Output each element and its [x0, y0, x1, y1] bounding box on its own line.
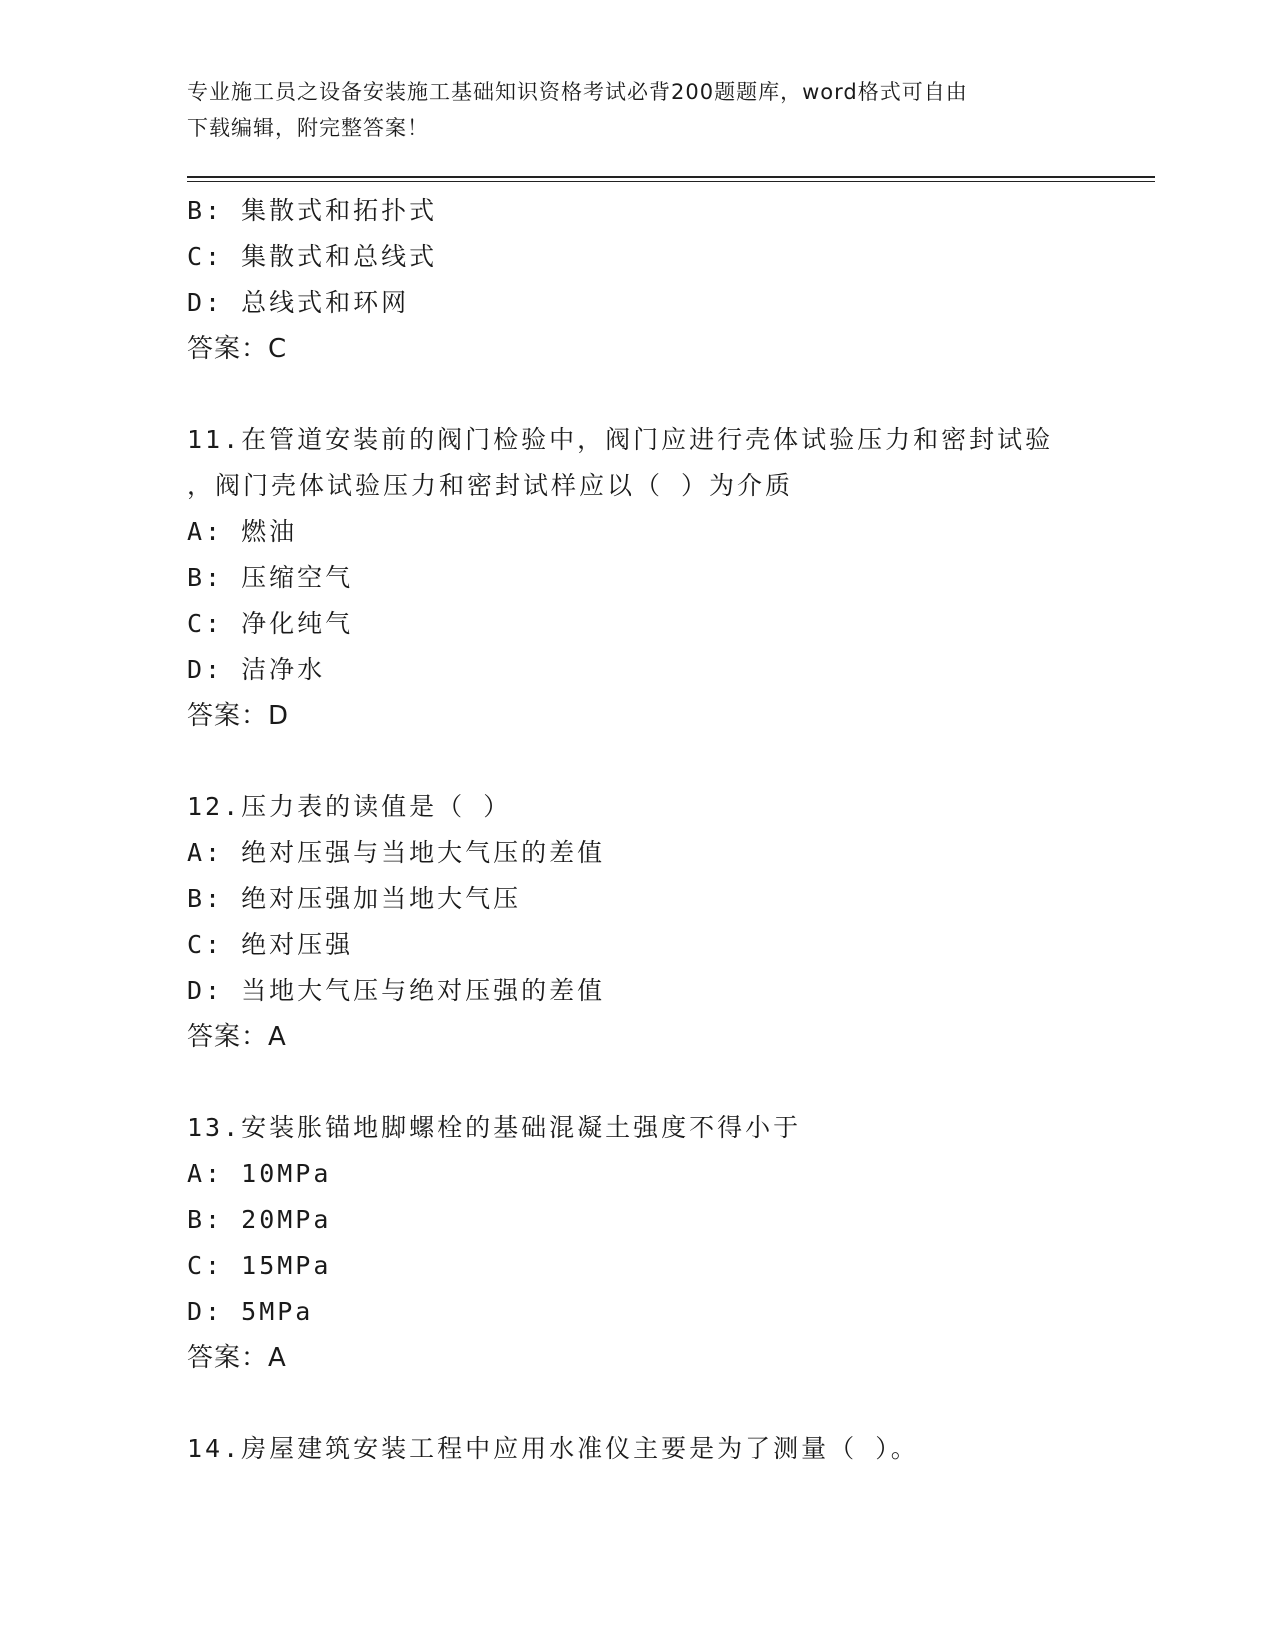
- option-d: D: 5MPa: [187, 1297, 314, 1326]
- answer: 答案：D: [187, 701, 290, 731]
- option-b: B: 压缩空气: [187, 563, 354, 592]
- option-a: A: 燃油: [187, 517, 298, 546]
- option-d: D: 总线式和环网: [187, 288, 410, 317]
- spacer: [187, 1060, 1087, 1105]
- header-divider-thin: [187, 181, 1155, 182]
- option-c: C: 绝对压强: [187, 930, 354, 959]
- question-stem: 13.安装胀锚地脚螺栓的基础混凝土强度不得小于: [187, 1113, 802, 1142]
- answer: 答案：A: [187, 1343, 287, 1373]
- question-stem: 11.在管道安装前的阀门检验中，阀门应进行壳体试验压力和密封试验: [187, 425, 1054, 454]
- header-line-2: 下载编辑，附完整答案！: [187, 116, 429, 140]
- option-a: A: 绝对压强与当地大气压的差值: [187, 838, 606, 867]
- option-d: D: 当地大气压与绝对压强的差值: [187, 976, 606, 1005]
- question-stem: 12.压力表的读值是（ ）: [187, 792, 512, 821]
- option-c: C: 15MPa: [187, 1251, 332, 1280]
- question-12: [187, 784, 1087, 1060]
- question-14: [187, 1426, 1087, 1472]
- question-13: [187, 1105, 1087, 1381]
- spacer: [187, 1381, 1087, 1426]
- spacer: [187, 372, 1087, 417]
- answer: 答案：A: [187, 1022, 287, 1052]
- question-stem-continued: ，阀门壳体试验压力和密封试样应以（ ）为介质: [187, 471, 794, 500]
- spacer: [187, 739, 1087, 784]
- question-stem: 14.房屋建筑安装工程中应用水准仪主要是为了测量（ ）。: [187, 1434, 919, 1463]
- option-a: A: 10MPa: [187, 1159, 332, 1188]
- option-b: B: 集散式和拓扑式: [187, 196, 438, 225]
- option-c: C: 净化纯气: [187, 609, 354, 638]
- question-list: [187, 188, 1087, 1472]
- option-c: C: 集散式和总线式: [187, 242, 438, 271]
- header-line-1: 专业施工员之设备安装施工基础知识资格考试必背200题题库，word格式可自由: [187, 80, 968, 104]
- answer: 答案：C: [187, 334, 288, 364]
- header-divider-thick: [187, 176, 1155, 178]
- question-10: [187, 188, 1087, 372]
- question-11: [187, 417, 1087, 739]
- document-header: [187, 74, 1067, 146]
- option-b: B: 20MPa: [187, 1205, 332, 1234]
- option-d: D: 洁净水: [187, 655, 326, 684]
- option-b: B: 绝对压强加当地大气压: [187, 884, 522, 913]
